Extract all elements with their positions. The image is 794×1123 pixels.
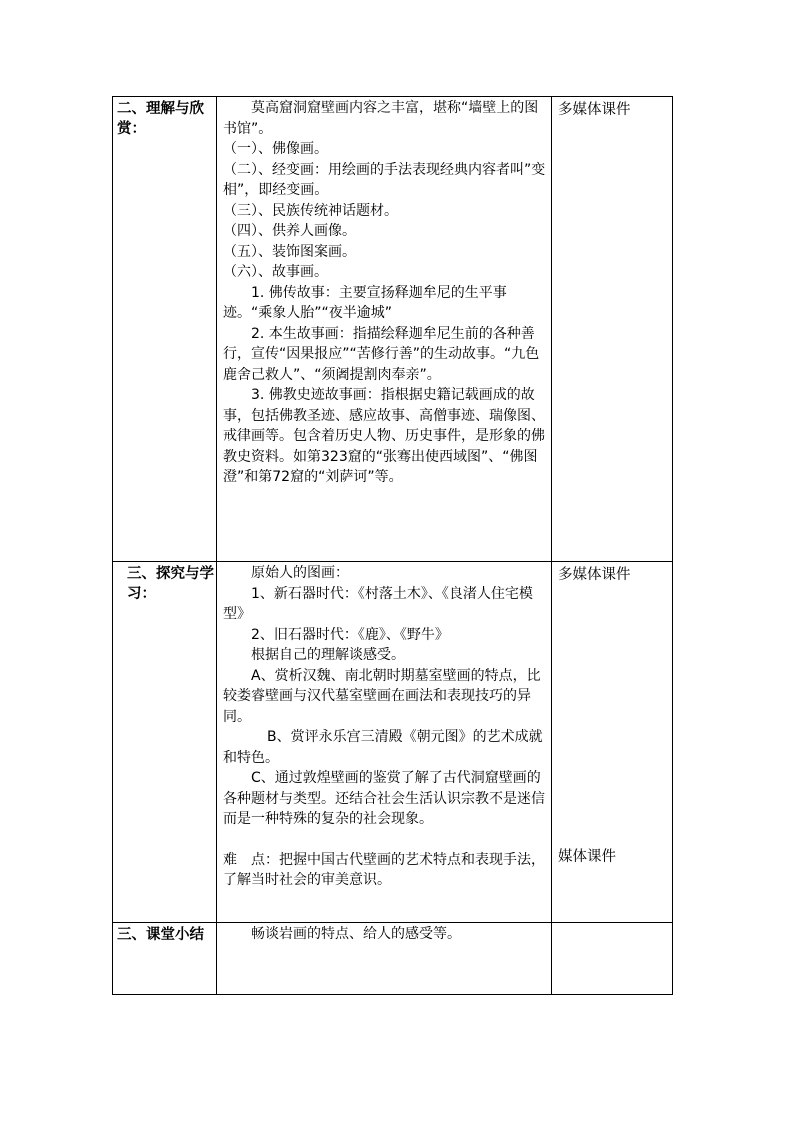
paragraph: A、赏析汉魏、南北朝时期墓室壁画的特点，比较娄睿壁画与汉代墓室壁画在画法和表现技巧的异同。 [223,667,541,725]
paragraph: 2. 本生故事画：指描绘释迦牟尼生前的各种善行，宣传“因果报应”“苦修行善”的生动故事。“九色鹿舍己救人”、“须阇提割肉奉亲”。 [223,325,540,383]
paragraph: 1、新石器时代：《村落土木》、《良渚人住宅模型》 [223,585,533,622]
list-item: （一）、佛像画。 [223,141,328,157]
section-cell [113,97,217,562]
paragraph: 原始人的图画： [251,565,349,581]
lesson-plan-table [112,96,673,995]
resource-cell [552,562,673,923]
list-item: （四）、供养人画像。 [223,223,356,239]
section-cell [113,923,217,995]
resource-cell [552,923,673,995]
content-cell [217,562,552,923]
list-item: （六）、故事画。 [223,264,328,280]
resource-label: 媒体课件 [558,849,616,865]
list-item: （五）、装饰图案画。 [223,243,356,260]
paragraph: B、赏评永乐宫三清殿《朝元图》的艺术成就和特色。 [223,729,543,766]
resource-label [552,923,672,926]
paragraph: C、通过敦煌壁画的鉴赏了解了古代洞窟壁画的各种题材与类型。还结合社会生活认识宗教不是迷信而是一种特殊的复杂的社会现象。 [223,770,545,827]
list-item: （二）、经变画：用绘画的手法表现经典内容者叫”变相”，即经变画。 [223,161,546,198]
list-item: （三）、民族传统神话题材。 [223,202,398,219]
section-cell [113,562,217,923]
resource-cell [552,97,673,562]
section-title: 三、课堂小结 [117,926,204,943]
section-title: 二、理解与欣赏： [117,100,204,137]
resource-label: 多媒体课件 [558,102,631,118]
content-cell [217,923,552,995]
paragraph: 3. 佛教史迹故事画：指根据史籍记载画成的故事，包括佛教圣迹、感应故事、高僧事迹、瑞像图、戒律画等。包含着历史人物、历史事件，是形象的佛教史资料。如第323窟的“张骞出使西域图”、“佛图澄”和第72窟的“刘萨诃”等。 [223,387,545,485]
content-cell [217,97,552,562]
table-row [113,923,673,995]
key-point: 难 点：把握中国古代壁画的艺术特点和表现手法，了解当时社会的审美意识。 [223,851,545,888]
section-title: 三、探究与学习： [127,565,214,602]
table-row [113,562,673,923]
paragraph: 莫高窟洞窟壁画内容之丰富，堪称“墙壁上的图书馆”。 [223,100,539,137]
paragraph: 根据自己的理解谈感受。 [251,647,405,663]
paragraph: 畅谈岩画的特点、给人的感受等。 [251,926,461,942]
resource-label: 多媒体课件 [558,567,631,583]
table-row [113,97,673,562]
paragraph: 2、旧石器时代：《鹿》、《野牛》 [251,626,449,643]
paragraph: 1. 佛传故事：主要宣扬释迦牟尼的生平事迹。“乘象人胎”“夜半逾城” [223,284,507,321]
